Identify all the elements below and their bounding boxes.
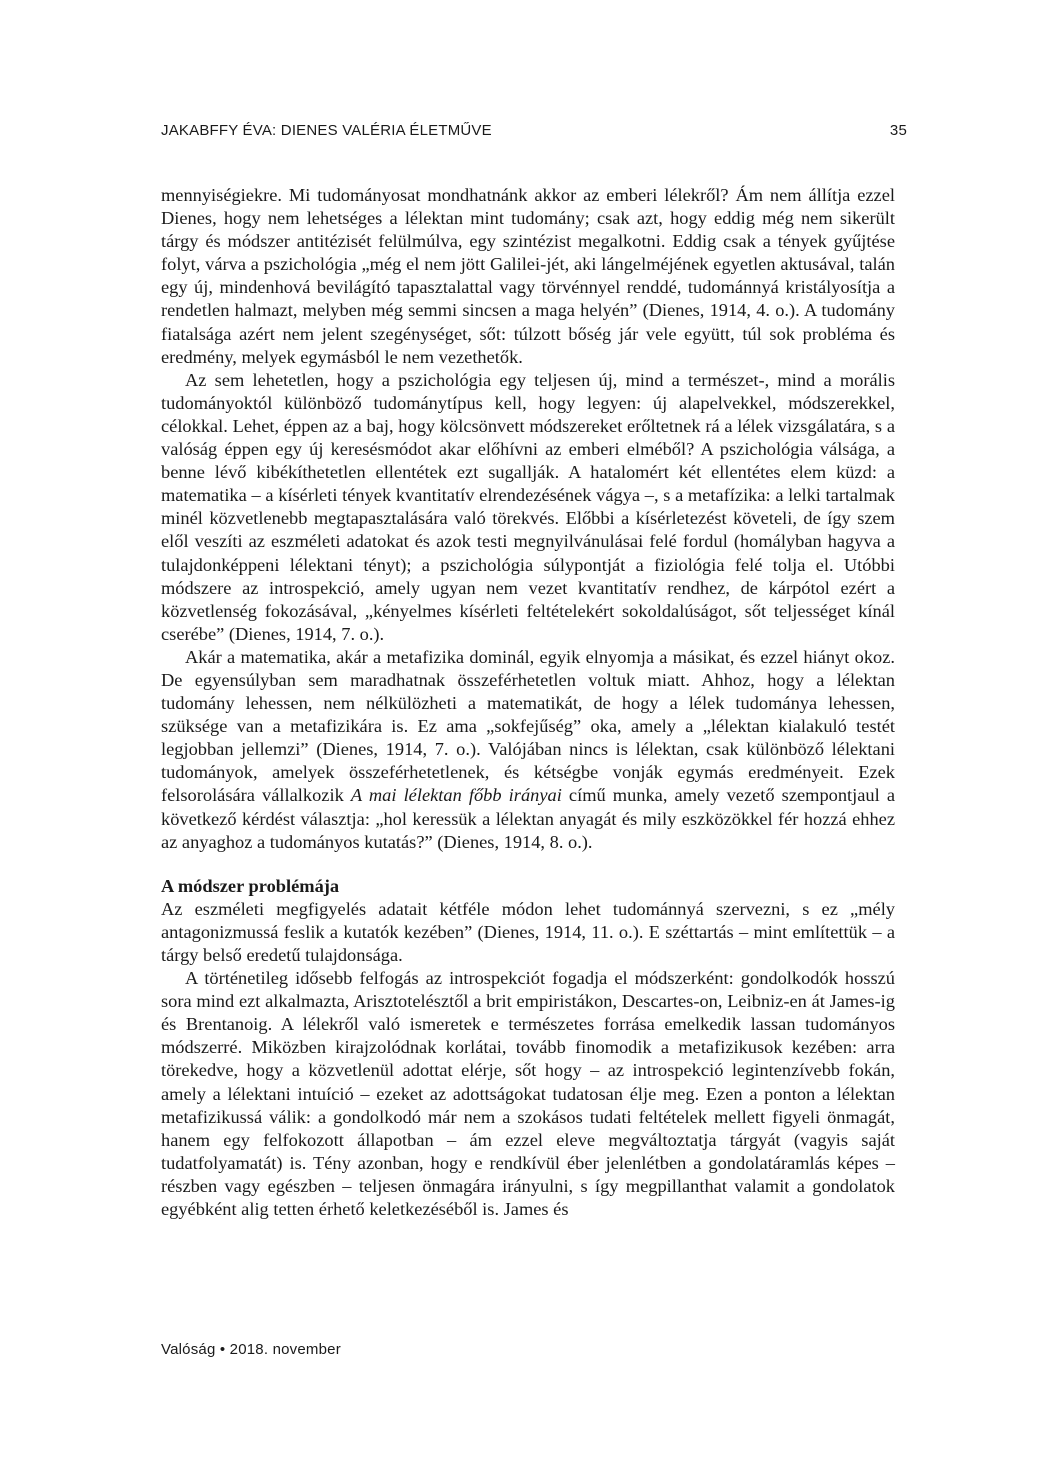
paragraph-text: Akár a matematika, akár a metafizika dominál, egyik elnyomja a másikat, és ezzel hiányt okoz. De egyensúlyban sem maradhatnak összeférhetetlen voltuk miatt. Ahhoz, hogy a lélektan tudomány lehessen, nem nélkülözheti a matematikát, de hogy a lélek tudománya lehessen, szüksége van a metafizikára is. Ez ama „sokfejűség” oka, amely a „lélektan kialakuló testét legjobban jellemzi” (Dienes, 1914, 7. o.). Valójában nincs is lélektan, csak különböző lélektani tudományok, amelyek összeférhetetlenek, és kétségbe vonják egymás eredményeit. Ezek felsorolására vállalkozik (161, 646, 895, 806)
page-footer: Valóság • 2018. november (161, 1341, 341, 1358)
page-number: 35 (889, 122, 907, 139)
paragraph: A történetileg idősebb felfogás az introspekciót fogadja el módszerként: gondolkodók hosszú sora mind ezt alkalmazta, Arisztotelésztől a brit empiristákon, Descartes-on, Leibniz-en át James-ig és Brentanoig. A lélekről való ismeretek e természetes forrása emelkedik lassan tudományos módszerré. Miközben kirajzolódnak korlátai, tovább finomodik a metafizikusok kezében: arra törekedve, hogy a közvetlenül adottat elérje, sőt hogy – az introspekció legintenzívebb fokán, amely a lélektani intuíció – ezeket az adottságokat tudatosan élje meg. Ezen a ponton a lélektan metafizikussá válik: a gondolkodó már nem a szokásos tudati feltételek mellett figyeli önmagát, hanem egy felfokozott állapotban – ám ezzel eleve megváltoztatja tárgyát (vagyis saját tudatfolyamatát) is. Tény azonban, hogy e rendkívül éber jelenlétben a gondolatáramlás képes – részben vagy egészben – teljesen önmagára irányulni, s így megpillanthat valamit a gondolatok egyébként alig tetten érhető keletkezéséből is. James és (161, 968, 895, 1220)
paragraph-continued: mennyiségiekre. Mi tudományosat mondhatnánk akkor az emberi lélekről? Ám nem állítja ezzel Dienes, hogy nem lehetséges a lélektan mint tudomány; csak azt, hogy eddig még nem sikerült tárgy és módszer antitézisét felülmúlva, egy szintézist megalkotni. Eddig csak a tények gyűjtése folyt, várva a pszichológia „még el nem jött Galilei-jét, aki lángelméjének egyetlen aktusával, talán egy új, mindenhová bevilágító tapasztalattal vagy törvénnyel renddé, tudománnyá kristályosítja a rendetlen halmazt, melyben még semmi sincsen a maga helyén” (Dienes, 1914, 4. o.). A tudomány fiatalsága azért nem jelent szegénységet, sőt: túlzott bőség jár vele együtt, túl sok probléma és eredmény, melyek egymásból le nem vezethetők. (161, 185, 895, 367)
paragraph-text: című munka, amely vezető szempontjaul a következő kérdést választja: „hol keressük a lélektan anyagát és mily eszközökkel fér hozzá ehhez az anyaghoz a tudományos kutatás?” (Dienes, 1914, 8. o.). (161, 785, 896, 852)
article-body (161, 184, 895, 1221)
running-head (161, 122, 907, 142)
paragraph: Az eszméleti megfigyelés adatait kétféle módon lehet tudománnyá szervezni, s ez „mély antagonizmussá feslik a kutatók kezében” (Dienes, 1914, 11. o.). E széttartás – mint említettük – a tárgy belső eredetű tulajdonsága. (161, 898, 895, 965)
paragraph: Az sem lehetetlen, hogy a pszichológia egy teljesen új, mind a természet-, mind a morális tudományoktól különböző tudománytípus kell, hogy legyen: új alapelvekkel, módszerekkel, célokkal. Lehet, éppen az a baj, hogy kölcsönvett módszereket erőltetnek rá a lélek vizsgálatára, s a valóság éppen egy új keresésmódot akar előhívni az emberi elméből? A pszichológia válsága, a benne lévő kibékíthetetlen ellentétek ezt sugallják. A hatalomért két ellentétes elem küzd: a matematika – a kísérleti tények kvantitatív elrendezésének vágya –, s a metafízika: a lelki tartalmak minél közvetlenebb megtapasztalására való törekvés. Előbbi a kísérletezést követeli, de így szem elől veszíti az eszméleti adatokat és azok testi megnyilvánulásai felé fordul (homályban hagyva a tulajdonképpeni lélektani tényt); a pszichológia súlypontját a fiziológia felé tolja el. Utóbbi módszere az introspekció, amely ugyan nem vezet kvantitatív rendhez, de kárpótol ezért a közvetlenség fokozásával, „kényelmes kísérleti feltételekért sokoldalúságot, sőt teljességet kínál cserébe” (Dienes, 1914, 7. o.). (161, 369, 895, 644)
paragraph-with-title-reference (161, 646, 895, 854)
book-title: A mai lélektan főbb irányai (350, 785, 562, 806)
running-title: JAKABFFY ÉVA: DIENES VALÉRIA ÉLETMŰVE (161, 122, 492, 139)
section-heading: A módszer problémája (161, 875, 340, 896)
